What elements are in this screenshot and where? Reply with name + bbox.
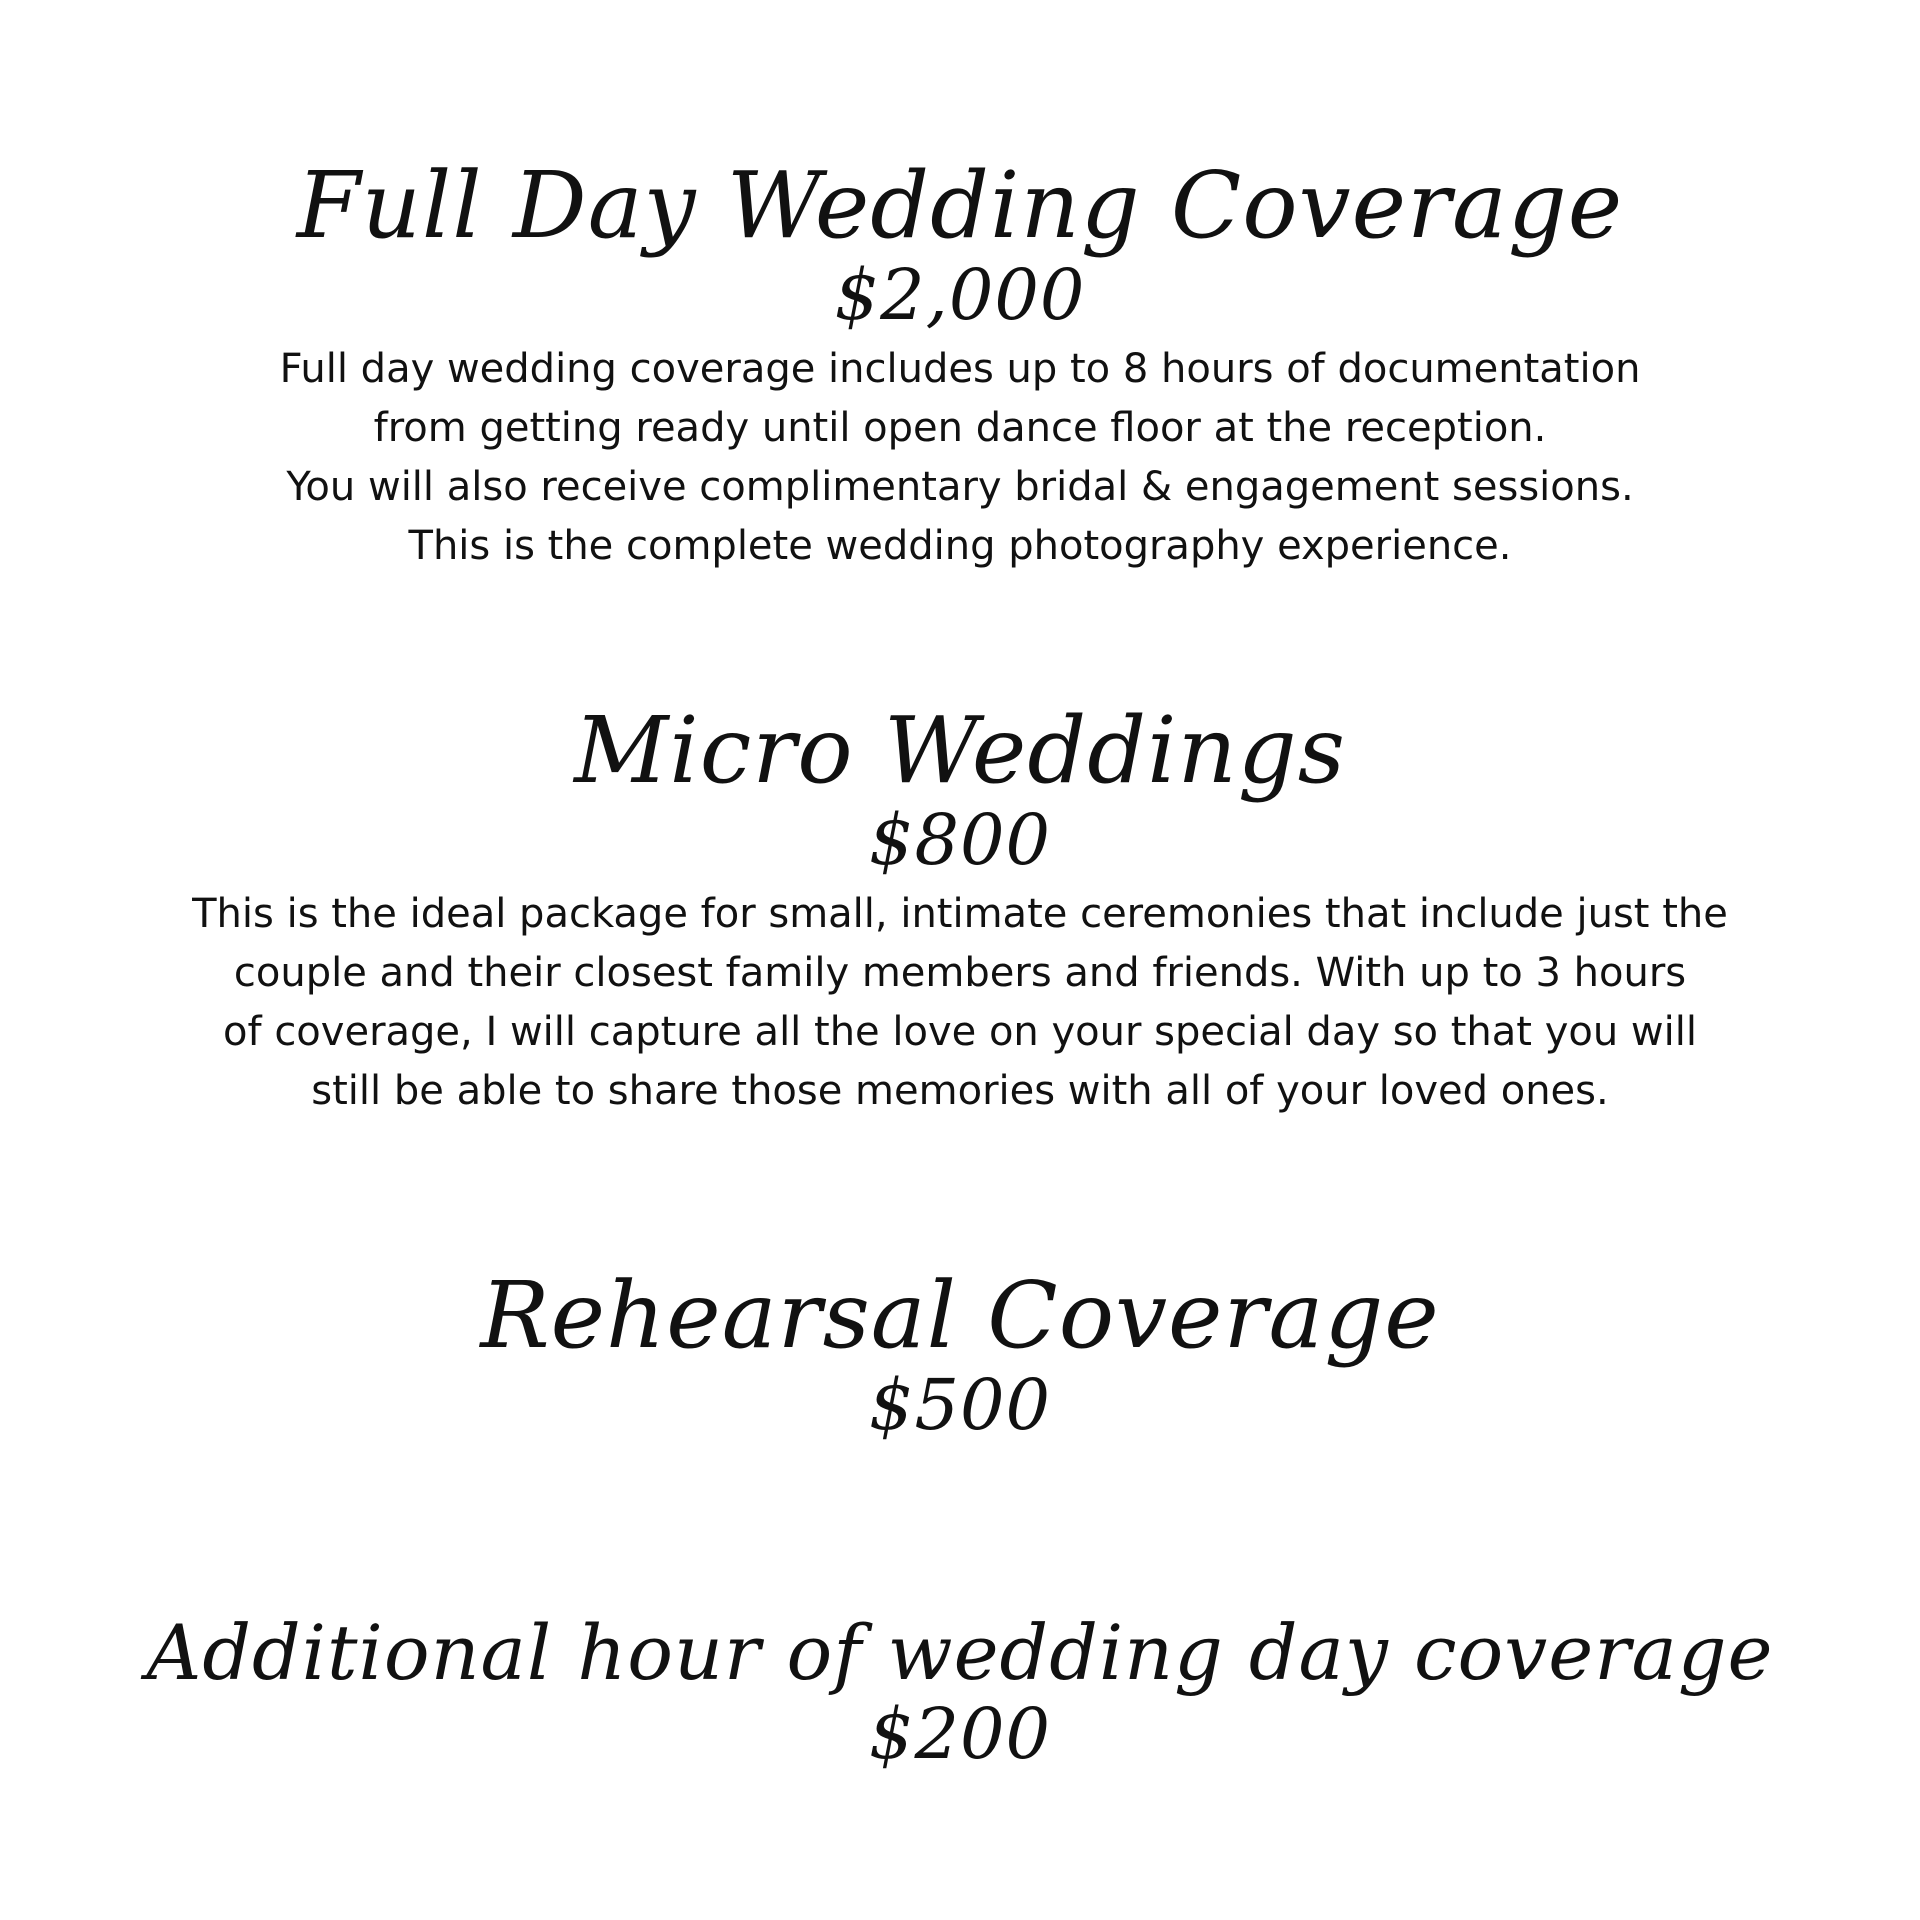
description-line: This is the complete wedding photography experience. — [408, 523, 1512, 569]
description-line: couple and their closest family members and friends. With up to 3 hours — [233, 950, 1687, 996]
package-rehearsal — [0, 1262, 1920, 1446]
description-line: of coverage, I will capture all the love on your special day so that you will — [223, 1009, 1697, 1055]
package-micro-weddings — [0, 697, 1920, 1121]
description-line: still be able to share those memories with all of your loved ones. — [311, 1068, 1609, 1114]
package-title: Full Day Wedding Coverage — [296, 152, 1624, 259]
description-line: This is the ideal package for small, intimate ceremonies that include just the — [192, 891, 1728, 937]
package-price: $800 — [868, 799, 1052, 881]
package-title: Micro Weddings — [574, 697, 1346, 804]
package-full-day — [0, 152, 1920, 576]
package-description — [0, 885, 1920, 1121]
description-line: You will also receive complimentary bridal & engagement sessions. — [286, 464, 1634, 510]
package-title: Additional hour of wedding day coverage — [146, 1608, 1774, 1697]
package-additional-hour — [0, 1608, 1920, 1775]
package-price: $2,000 — [834, 254, 1086, 336]
package-price: $200 — [868, 1693, 1052, 1775]
description-line: from getting ready until open dance floor at the reception. — [373, 405, 1547, 451]
description-line: Full day wedding coverage includes up to 8 hours of documentation — [279, 346, 1641, 392]
package-title: Rehearsal Coverage — [480, 1262, 1440, 1369]
package-price: $500 — [868, 1364, 1052, 1446]
package-description — [0, 340, 1920, 576]
